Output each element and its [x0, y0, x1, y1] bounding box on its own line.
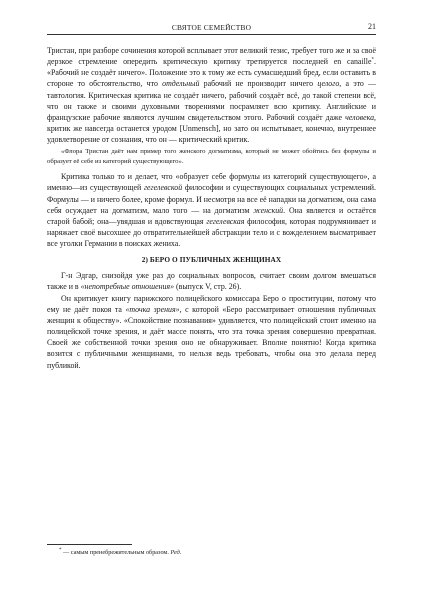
emphasis: целого: [317, 79, 340, 89]
footnote-editor-note: Ред.: [170, 549, 182, 556]
text-run: , критик же навсегда останется уродом [Unmensch], но зато он испытывает, конечно, внутреннее удовлетворение от сознания, что он — критический критик.: [47, 112, 376, 145]
emphasis: «точка зрения»: [125, 304, 180, 314]
emphasis: женский: [253, 205, 284, 215]
text-run: Тристан, при разборе сочинения которой всплывает этот великий тезис, требует того же и за своё дерзкое стремление опередить критическую критику третируется последней en canaille: [47, 46, 376, 67]
text-run: Он критикует книгу парижского полицейского комиссара Беро о проституции, потому что ему не даёт покоя та: [47, 293, 376, 314]
page-number: 21: [368, 22, 376, 31]
text-run: Критика только то и делает, что «образует себе формулы из категорий существующего», а именно—из существующей: [47, 172, 376, 193]
block-quote: «Флора Тристан даёт нам пример того женского догматизма, который не может обойтись без формулы и образует её себе из категорий существующего».: [47, 148, 376, 166]
emphasis: отдельный: [162, 79, 200, 89]
text-run: философия, которая подрумянивает и наряжает своё высохшее до отвратительнейшей абстракции тело и с вожделением высматривает все уголки Германии в поисках жениха.: [47, 216, 376, 249]
emphasis: человека: [345, 112, 375, 122]
paragraph-1: [47, 45, 376, 145]
paragraph-4: [47, 293, 376, 371]
section-title: 2) БЕРО О ПУБЛИЧНЫХ ЖЕНЩИНАХ: [141, 255, 282, 265]
paragraph-3: [47, 270, 376, 292]
footnote-divider: [47, 544, 132, 545]
text-run: философии и существующих социальных устремлений. Формулы — и ничего более, кроме формул. И несмотря на все её нападки на догматизм, она сама себя осуждает на догматизм, мало того — на догматизм: [47, 183, 376, 215]
text-run: . «Рабочий не создаёт ничего». Положение это к тому же есть сумасшедший бред, если оставить в стороне то обстоятельство, что: [47, 57, 376, 89]
page-body: [47, 45, 376, 371]
running-header: [47, 22, 376, 35]
text-run: (выпуск V, стр. 26).: [174, 282, 242, 292]
footnote: [59, 549, 181, 557]
text-run: , с которой «Беро рассматривает отношения публичных женщин к обществу». «Спокойствие познавания» удивляется, что полицейский стоит именно на полицейской точке зрения, и даёт массе понять, что эта точка зрения совершенно превратная. Своей же собственной точки зрения оно не обнаруживает. Вполне понятно! Когда критика возится с публичными женщинами, то нельзя ведь требовать, чтобы она это делала перед публикой.: [47, 304, 376, 370]
emphasis: гегелевская: [206, 216, 245, 226]
footnote-text: — самым пренебрежительным образом.: [61, 549, 171, 556]
text-run: . Она является и остаётся старой бабой; она—увядшая и вдовствующая: [47, 205, 376, 226]
footnote-reference[interactable]: *: [371, 57, 375, 63]
text-run: рабочий не производит ничего: [199, 79, 318, 89]
emphasis: «непотребные отношения»: [80, 282, 175, 292]
paragraph-2: [47, 171, 376, 249]
text-run: , а это — тавтология. Критическая критика не создаёт ничего, рабочий создаёт всё, до такой степени всё, что он также и своими духовными творениями посрамляет всю критику. Английские и французские рабочие являются лучшим свидетельством этого. Рабочий создаёт даже: [47, 79, 376, 122]
text-run: Г-н Эдгар, снизойдя уже раз до социальных вопросов, считает своим долгом вмешаться также и в: [47, 271, 376, 292]
running-title: СВЯТОЕ СЕМЕЙСТВО: [171, 23, 252, 32]
emphasis: гегелевской: [143, 183, 183, 193]
footnote-mark: *: [59, 547, 62, 553]
